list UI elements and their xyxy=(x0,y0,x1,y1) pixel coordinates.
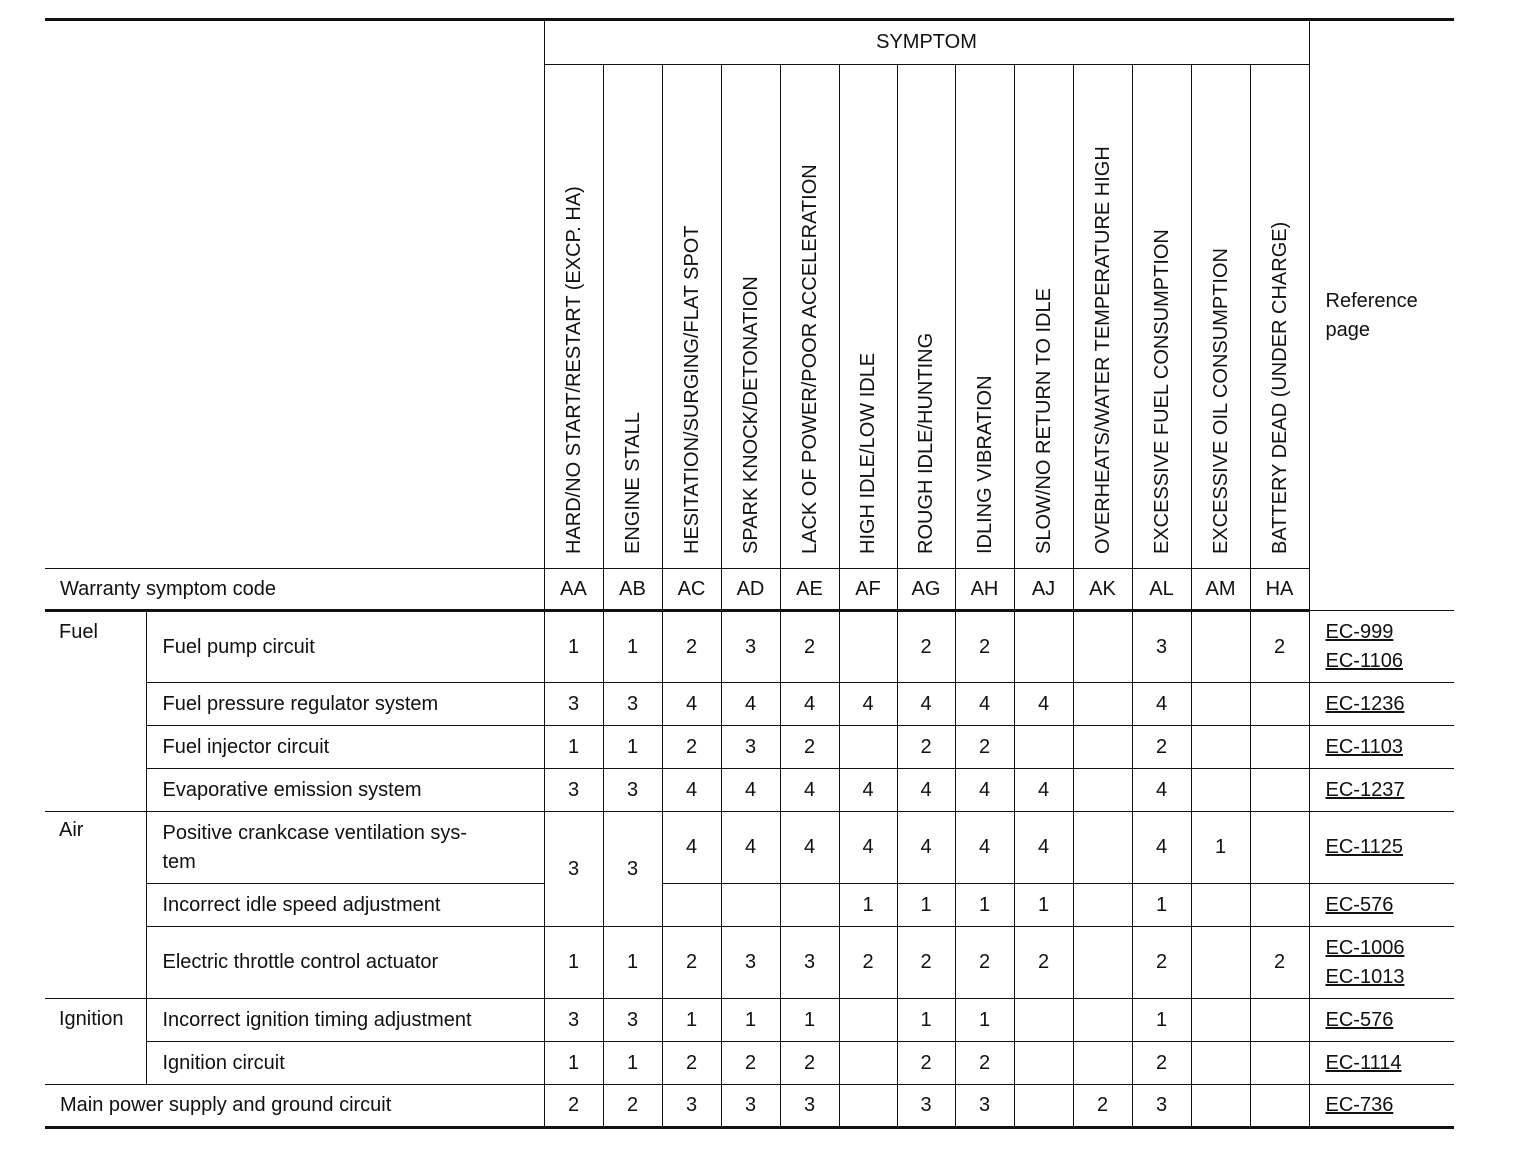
item-label xyxy=(146,812,544,884)
item-label-line2: tem xyxy=(162,850,196,873)
warranty-code: AK xyxy=(1073,569,1132,611)
reference-cell xyxy=(1309,927,1454,999)
value-cell: 3 xyxy=(1132,1085,1191,1128)
value-cell: 4 xyxy=(1014,812,1073,884)
item-label: Ignition circuit xyxy=(146,1042,544,1085)
value-cell: 3 xyxy=(603,999,662,1042)
value-cell: 3 xyxy=(897,1085,955,1128)
value-cell: 2 xyxy=(897,927,955,999)
value-cell: 1 xyxy=(1191,812,1250,884)
value-cell xyxy=(839,726,897,769)
reference-cell xyxy=(1309,683,1454,726)
value-cell: 3 xyxy=(544,999,603,1042)
value-cell: 1 xyxy=(1132,884,1191,927)
value-cell xyxy=(1191,611,1250,683)
value-cell: 1 xyxy=(897,999,955,1042)
value-cell xyxy=(1014,726,1073,769)
value-cell: 2 xyxy=(1132,927,1191,999)
reference-link[interactable]: EC-1106 xyxy=(1325,649,1403,672)
value-cell: 4 xyxy=(955,812,1014,884)
table-row xyxy=(45,683,1454,726)
table-row xyxy=(45,927,1454,999)
value-cell: 4 xyxy=(780,769,839,812)
reference-link[interactable]: EC-576 xyxy=(1325,893,1394,916)
table-row xyxy=(45,884,1454,927)
symptom-column-header xyxy=(603,65,662,569)
reference-link[interactable]: EC-999 xyxy=(1325,620,1394,643)
reference-cell xyxy=(1309,726,1454,769)
value-cell: 2 xyxy=(955,611,1014,683)
reference-cell xyxy=(1309,1085,1454,1128)
value-cell: 4 xyxy=(662,769,721,812)
value-cell: 1 xyxy=(544,726,603,769)
value-cell: 3 xyxy=(603,769,662,812)
item-label: Incorrect idle speed adjustment xyxy=(146,884,544,927)
symptom-column-header xyxy=(1250,65,1309,569)
table-row xyxy=(45,769,1454,812)
value-cell xyxy=(1073,611,1132,683)
value-cell: 2 xyxy=(955,726,1014,769)
reference-label-line2: page xyxy=(1325,318,1370,341)
reference-link[interactable]: EC-1006 xyxy=(1325,936,1405,959)
value-cell xyxy=(1014,611,1073,683)
value-cell: 1 xyxy=(780,999,839,1042)
value-cell xyxy=(839,999,897,1042)
value-cell: 3 xyxy=(780,927,839,999)
warranty-code: AM xyxy=(1191,569,1250,611)
value-cell xyxy=(1250,769,1309,812)
value-cell: 1 xyxy=(839,884,897,927)
value-cell: 4 xyxy=(721,683,780,726)
value-cell xyxy=(1250,683,1309,726)
warranty-code: AD xyxy=(721,569,780,611)
symptom-header: SYMPTOM xyxy=(544,20,1309,65)
column-title: ENGINE STALL xyxy=(621,411,644,554)
value-cell: 4 xyxy=(897,812,955,884)
value-cell: 3 xyxy=(544,769,603,812)
group-label-fuel: Fuel xyxy=(45,611,146,812)
value-cell: 2 xyxy=(1073,1085,1132,1128)
table-row xyxy=(45,611,1454,683)
value-cell: 3 xyxy=(544,683,603,726)
value-cell: 1 xyxy=(955,884,1014,927)
value-cell: 2 xyxy=(780,611,839,683)
value-cell: 1 xyxy=(897,884,955,927)
symptom-column-header xyxy=(544,65,603,569)
value-cell xyxy=(1073,884,1132,927)
value-cell xyxy=(1250,812,1309,884)
value-cell: 2 xyxy=(897,611,955,683)
warranty-code-label xyxy=(45,569,544,611)
item-label: Electric throttle control actuator xyxy=(146,927,544,999)
value-cell xyxy=(1250,1085,1309,1128)
reference-cell xyxy=(1309,884,1454,927)
value-cell xyxy=(1073,812,1132,884)
reference-link[interactable]: EC-1013 xyxy=(1325,965,1405,988)
value-cell xyxy=(1191,1085,1250,1128)
value-cell: 3 xyxy=(662,1085,721,1128)
table-row xyxy=(45,726,1454,769)
value-cell xyxy=(1191,1042,1250,1085)
table-row xyxy=(45,999,1454,1042)
value-cell xyxy=(1073,769,1132,812)
column-title: SLOW/NO RETURN TO IDLE xyxy=(1032,287,1055,554)
warranty-code: AF xyxy=(839,569,897,611)
symptom-column-header xyxy=(780,65,839,569)
column-title: EXCESSIVE FUEL CONSUMPTION xyxy=(1150,228,1173,554)
value-cell xyxy=(1073,999,1132,1042)
value-cell: 2 xyxy=(1250,611,1309,683)
item-label: Main power supply and ground circuit xyxy=(45,1085,544,1128)
value-cell: 1 xyxy=(603,726,662,769)
value-cell: 4 xyxy=(955,769,1014,812)
column-title: IDLING VIBRATION xyxy=(973,374,996,554)
column-title: HARD/NO START/RESTART (EXCP. HA) xyxy=(562,185,585,554)
value-cell: 3 xyxy=(603,683,662,726)
reference-link[interactable]: EC-1114 xyxy=(1325,1051,1402,1074)
value-cell: 2 xyxy=(721,1042,780,1085)
warranty-code: AL xyxy=(1132,569,1191,611)
value-cell: 4 xyxy=(1014,683,1073,726)
value-cell-merged: 3 xyxy=(544,812,603,927)
value-cell xyxy=(1014,999,1073,1042)
column-title: HIGH IDLE/LOW IDLE xyxy=(857,352,879,554)
column-title: SPARK KNOCK/DETONATION xyxy=(739,275,762,554)
value-cell: 2 xyxy=(780,726,839,769)
value-cell xyxy=(1073,1042,1132,1085)
warranty-code: AG xyxy=(897,569,955,611)
value-cell: 4 xyxy=(721,769,780,812)
value-cell: 3 xyxy=(721,726,780,769)
symptom-column-header xyxy=(839,65,897,569)
value-cell: 4 xyxy=(897,769,955,812)
table-row xyxy=(45,1042,1454,1085)
item-label: Evaporative emission system xyxy=(146,769,544,812)
value-cell: 2 xyxy=(662,927,721,999)
value-cell: 4 xyxy=(662,683,721,726)
item-label: Fuel pressure regulator system xyxy=(146,683,544,726)
value-cell: 4 xyxy=(839,769,897,812)
reference-cell xyxy=(1309,769,1454,812)
value-cell: 1 xyxy=(544,611,603,683)
warranty-code: AB xyxy=(603,569,662,611)
reference-cell xyxy=(1309,812,1454,884)
reference-link[interactable]: EC-1125 xyxy=(1325,836,1403,858)
value-cell: 3 xyxy=(780,1085,839,1128)
value-cell xyxy=(1250,999,1309,1042)
value-cell: 2 xyxy=(603,1085,662,1128)
value-cell xyxy=(839,1042,897,1085)
warranty-label-text: Warranty symptom code xyxy=(60,577,276,600)
table-row xyxy=(45,1085,1454,1128)
value-cell xyxy=(839,611,897,683)
symptom-column-header xyxy=(897,65,955,569)
column-title: HESITATION/SURGING/FLAT SPOT xyxy=(680,224,703,554)
value-cell: 1 xyxy=(721,999,780,1042)
group-label-air: Air xyxy=(45,812,146,999)
symptom-column-header xyxy=(1014,65,1073,569)
reference-cell xyxy=(1309,999,1454,1042)
value-cell: 4 xyxy=(1132,683,1191,726)
value-cell: 1 xyxy=(1132,999,1191,1042)
symptom-column-header xyxy=(1191,65,1250,569)
value-cell: 2 xyxy=(1132,726,1191,769)
warranty-code: AC xyxy=(662,569,721,611)
item-label: Fuel pump circuit xyxy=(146,611,544,683)
warranty-code: HA xyxy=(1250,569,1309,611)
symptom-column-header xyxy=(1132,65,1191,569)
warranty-code: AJ xyxy=(1014,569,1073,611)
value-cell: 2 xyxy=(662,726,721,769)
value-cell: 4 xyxy=(662,812,721,884)
value-cell xyxy=(1250,1042,1309,1085)
value-cell: 1 xyxy=(603,927,662,999)
value-cell: 1 xyxy=(662,999,721,1042)
value-cell xyxy=(1191,726,1250,769)
value-cell: 3 xyxy=(1132,611,1191,683)
value-cell xyxy=(1073,927,1132,999)
column-title: ROUGH IDLE/HUNTING xyxy=(915,332,937,554)
value-cell: 4 xyxy=(780,683,839,726)
value-cell: 4 xyxy=(1132,812,1191,884)
value-cell xyxy=(1250,884,1309,927)
header-blank-cell xyxy=(45,20,544,569)
value-cell: 2 xyxy=(662,611,721,683)
item-label: Fuel injector circuit xyxy=(146,726,544,769)
value-cell: 4 xyxy=(955,683,1014,726)
value-cell xyxy=(1191,884,1250,927)
value-cell: 3 xyxy=(721,1085,780,1128)
value-cell: 2 xyxy=(662,1042,721,1085)
value-cell xyxy=(1073,683,1132,726)
column-title: EXCESSIVE OIL CONSUMPTION xyxy=(1209,247,1232,554)
symptom-column-header xyxy=(1073,65,1132,569)
warranty-code: AH xyxy=(955,569,1014,611)
value-cell xyxy=(1191,683,1250,726)
value-cell: 3 xyxy=(721,927,780,999)
value-cell xyxy=(1191,769,1250,812)
value-cell: 2 xyxy=(955,1042,1014,1085)
reference-cell xyxy=(1309,1042,1454,1085)
value-cell: 2 xyxy=(780,1042,839,1085)
item-label-line1: Positive crankcase ventilation sys- xyxy=(162,821,468,844)
value-cell xyxy=(1250,726,1309,769)
value-cell xyxy=(1014,1085,1073,1128)
reference-link[interactable]: EC-736 xyxy=(1325,1094,1394,1116)
value-cell: 4 xyxy=(1014,769,1073,812)
reference-cell xyxy=(1309,611,1454,683)
column-title: OVERHEATS/WATER TEMPERATURE HIGH xyxy=(1091,145,1114,554)
value-cell xyxy=(1014,1042,1073,1085)
warranty-code: AA xyxy=(544,569,603,611)
value-cell: 3 xyxy=(955,1085,1014,1128)
value-cell: 4 xyxy=(1132,769,1191,812)
value-cell: 2 xyxy=(839,927,897,999)
value-cell: 4 xyxy=(721,812,780,884)
value-cell xyxy=(839,1085,897,1128)
value-cell xyxy=(662,884,721,927)
reference-link[interactable]: EC-1103 xyxy=(1325,735,1403,758)
value-cell: 4 xyxy=(897,683,955,726)
column-title: BATTERY DEAD (UNDER CHARGE) xyxy=(1268,221,1291,554)
value-cell-merged: 3 xyxy=(603,812,662,927)
value-cell: 1 xyxy=(544,1042,603,1085)
warranty-code: AE xyxy=(780,569,839,611)
value-cell: 2 xyxy=(897,726,955,769)
value-cell: 1 xyxy=(603,1042,662,1085)
item-label: Incorrect ignition timing adjustment xyxy=(146,999,544,1042)
value-cell: 2 xyxy=(897,1042,955,1085)
table-row xyxy=(45,812,1454,884)
value-cell: 2 xyxy=(955,927,1014,999)
symptom-column-header xyxy=(955,65,1014,569)
reference-link[interactable]: EC-576 xyxy=(1325,1008,1394,1031)
value-cell xyxy=(780,884,839,927)
value-cell: 1 xyxy=(544,927,603,999)
reference-page-header xyxy=(1309,20,1454,611)
value-cell: 1 xyxy=(603,611,662,683)
value-cell: 1 xyxy=(1014,884,1073,927)
reference-link[interactable]: EC-1236 xyxy=(1325,692,1405,715)
value-cell xyxy=(1191,927,1250,999)
column-title: LACK OF POWER/POOR ACCELERATION xyxy=(798,163,821,554)
symptom-column-header xyxy=(662,65,721,569)
value-cell: 2 xyxy=(1014,927,1073,999)
value-cell: 4 xyxy=(780,812,839,884)
value-cell xyxy=(1073,726,1132,769)
symptom-column-header xyxy=(721,65,780,569)
value-cell xyxy=(721,884,780,927)
value-cell: 4 xyxy=(839,812,897,884)
value-cell: 4 xyxy=(839,683,897,726)
group-label-ignition: Ignition xyxy=(45,999,146,1085)
reference-link[interactable]: EC-1237 xyxy=(1325,778,1405,801)
symptom-matrix-table xyxy=(45,18,1454,1129)
value-cell: 1 xyxy=(955,999,1014,1042)
value-cell: 3 xyxy=(721,611,780,683)
value-cell: 2 xyxy=(1250,927,1309,999)
value-cell: 2 xyxy=(544,1085,603,1128)
reference-label-line1: Reference xyxy=(1325,289,1418,312)
value-cell: 2 xyxy=(1132,1042,1191,1085)
value-cell xyxy=(1191,999,1250,1042)
